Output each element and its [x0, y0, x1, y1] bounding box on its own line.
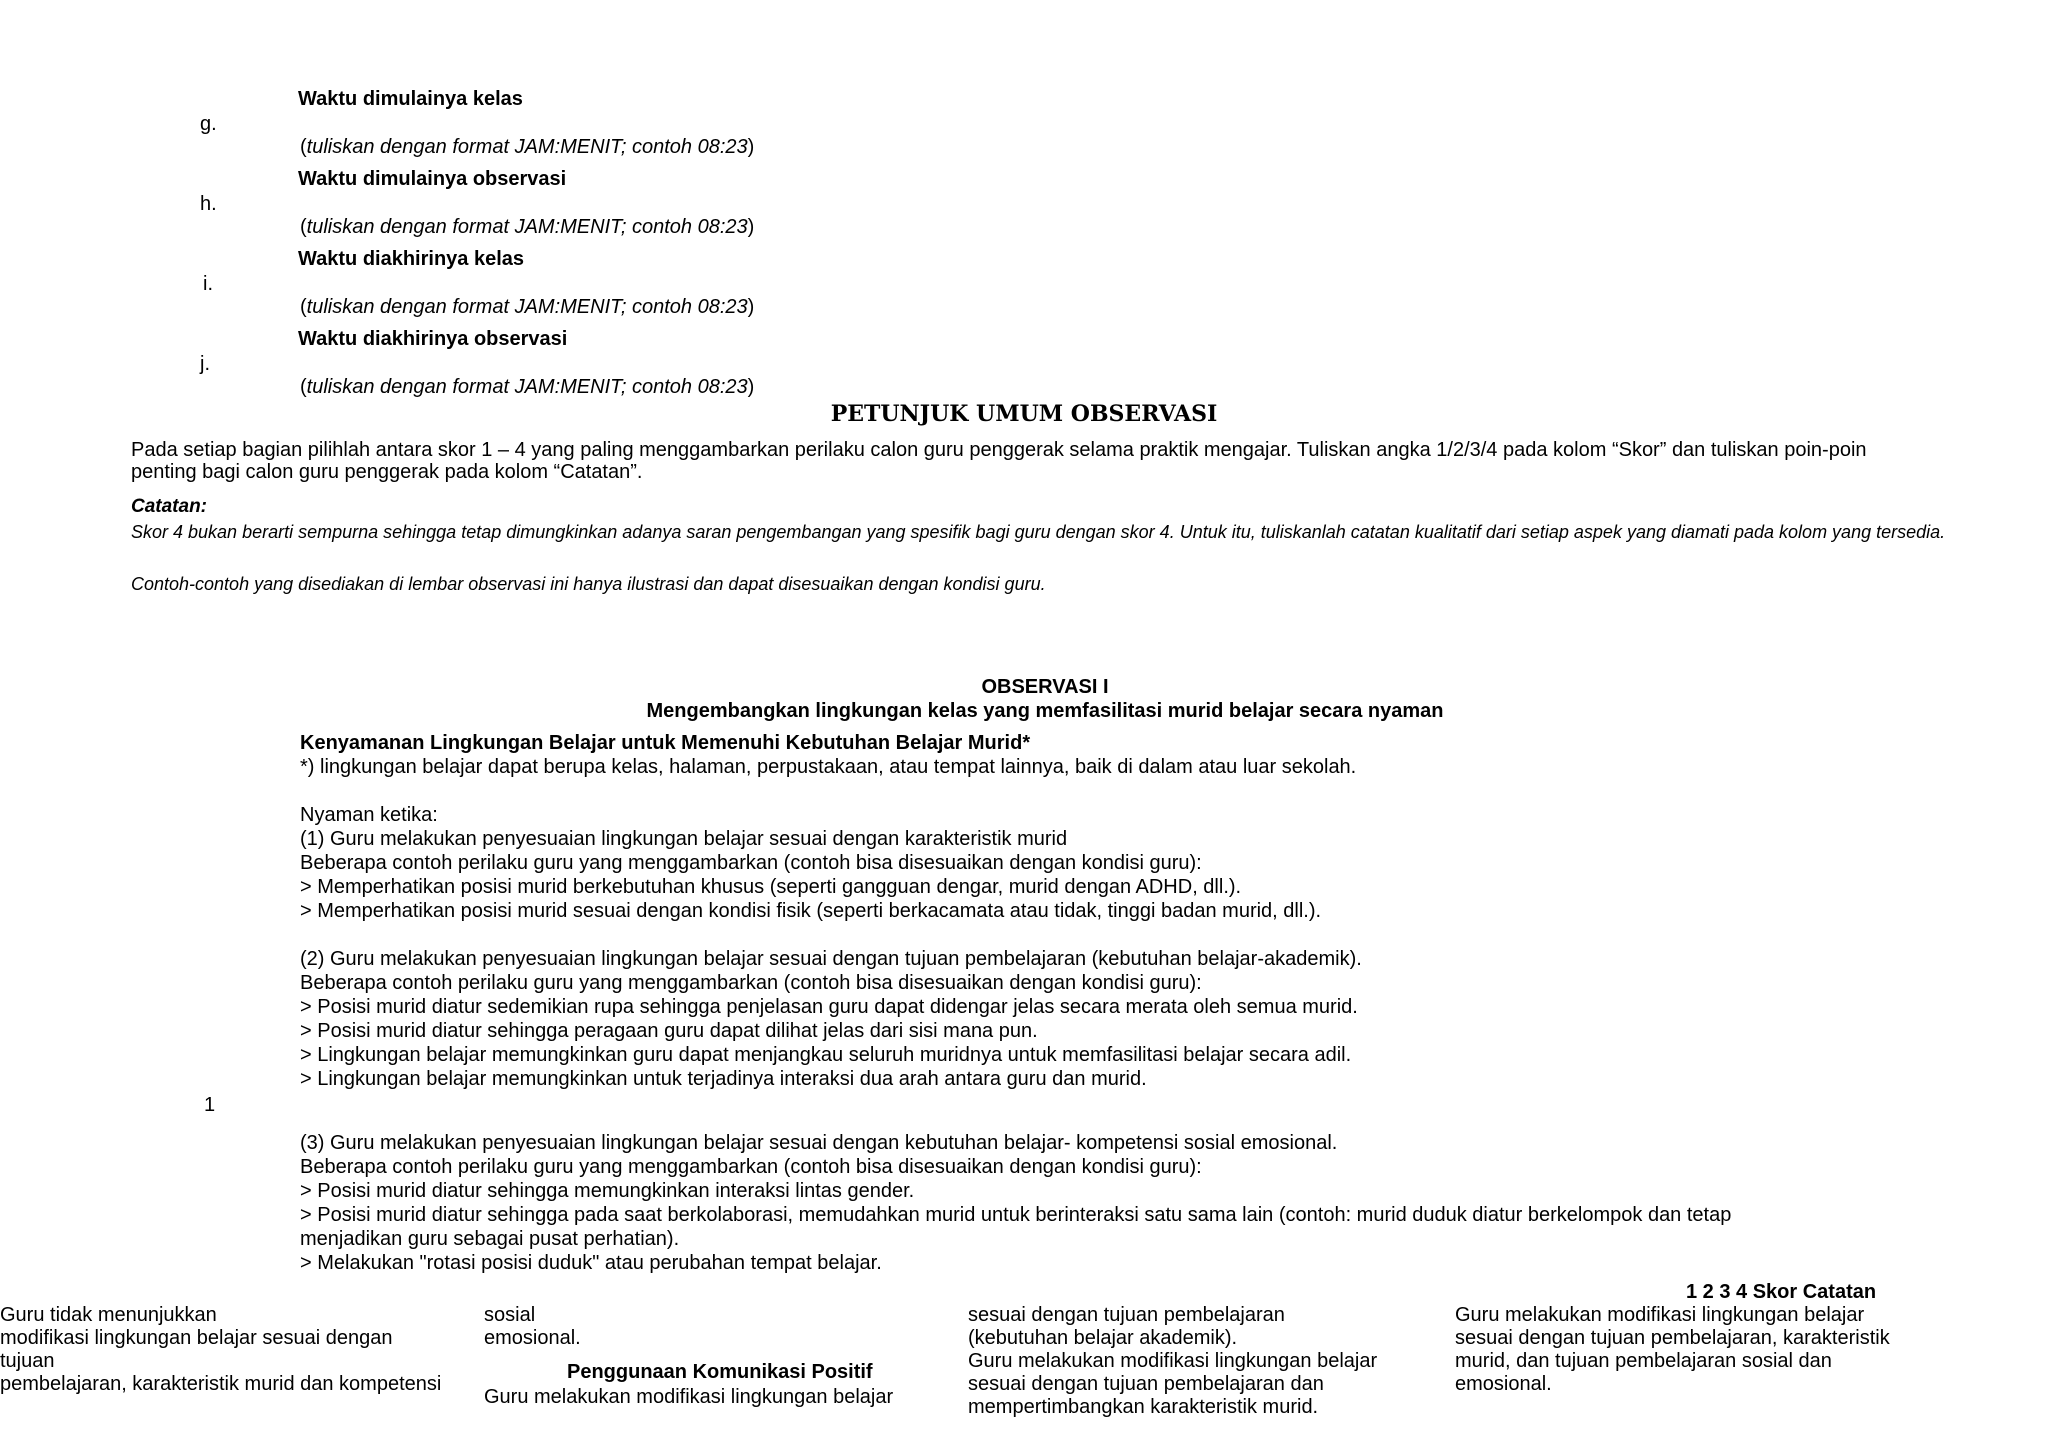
petunjuk-paragraph: Pada setiap bagian pilihlah antara skor 1 – 4 yang paling menggambarkan perilaku calon guru penggerak selama praktik mengajar. Tuliskan angka 1/2/3/4 pada kolom “Skor” dan tuliskan poin-poin penting bagi calon guru penggerak pada kolom “Catatan”. [131, 439, 1867, 483]
score-header: 1 2 3 4 Skor Catatan [1686, 1281, 1877, 1303]
row-number: 1 [204, 1094, 216, 1116]
criteria-line: > Memperhatikan posisi murid berkebutuhan khusus (seperti gangguan dengar, murid dengan ADHD, dll.). [300, 876, 1242, 898]
field-hint: (tuliskan dengan format JAM:MENIT; contoh 08:23) [300, 376, 755, 398]
nyaman-label: Nyaman ketika: [300, 804, 438, 826]
criteria-line: > Lingkungan belajar memungkinkan untuk terjadinya interaksi dua arah antara guru dan murid. [300, 1068, 1147, 1090]
rubric-line: murid, dan tujuan pembelajaran sosial dan [1455, 1350, 1832, 1372]
criteria-line: > Melakukan "rotasi posisi duduk" atau perubahan tempat belajar. [300, 1252, 882, 1274]
observasi-subtitle: Mengembangkan lingkungan kelas yang memfasilitasi murid belajar secara nyaman [646, 700, 1444, 722]
rubric-score-3 [968, 1304, 1428, 1419]
field-title: Waktu dimulainya kelas [298, 88, 523, 110]
criteria-line: > Posisi murid diatur sehingga pada saat berkolaborasi, memudahkan murid untuk berinteraksi satu sama lain (contoh: murid duduk diatur berkelompok dan tetap [300, 1204, 1732, 1226]
field-hint: (tuliskan dengan format JAM:MENIT; contoh 08:23) [300, 216, 755, 238]
rubric-score-2 [484, 1304, 944, 1350]
rubric-line: modifikasi lingkungan belajar sesuai dengan [0, 1327, 393, 1349]
rubric-line: (kebutuhan belajar akademik). [968, 1327, 1238, 1349]
observasi-title: OBSERVASI I [981, 676, 1109, 698]
rubric-line: Guru melakukan modifikasi lingkungan belajar [1455, 1304, 1865, 1326]
rubric-line: mempertimbangkan karakteristik murid. [968, 1396, 1319, 1418]
field-title: Waktu dimulainya observasi [298, 168, 567, 190]
field-hint: (tuliskan dengan format JAM:MENIT; contoh 08:23) [300, 296, 755, 318]
criteria-line: > Posisi murid diatur sedemikian rupa sehingga penjelasan guru dapat didengar jelas secara merata oleh semua murid. [300, 996, 1358, 1018]
aspect-footnote: *) lingkungan belajar dapat berupa kelas, halaman, perpustakaan, atau tempat lainnya, baik di dalam atau luar sekolah. [300, 756, 1357, 778]
criteria-line: Beberapa contoh perilaku guru yang menggambarkan (contoh bisa disesuaikan dengan kondisi guru): [300, 1156, 1202, 1178]
criteria-line: Beberapa contoh perilaku guru yang menggambarkan (contoh bisa disesuaikan dengan kondisi guru): [300, 852, 1202, 874]
rubric-line: emosional. [1455, 1373, 1552, 1395]
field-letter: g. [200, 113, 217, 135]
field-letter: i. [203, 273, 213, 295]
rubric-line: tujuan [0, 1350, 55, 1372]
rubric-score-1 [0, 1304, 470, 1396]
rubric-line: Guru melakukan modifikasi lingkungan belajar [968, 1350, 1378, 1372]
field-title: Waktu diakhirinya observasi [298, 328, 568, 350]
petunjuk-title: PETUNJUK UMUM OBSERVASI [830, 401, 1218, 427]
criteria-line: > Lingkungan belajar memungkinkan guru dapat menjangkau seluruh muridnya untuk memfasilitasi belajar secara adil. [300, 1044, 1352, 1066]
criteria-line: (3) Guru melakukan penyesuaian lingkungan belajar sesuai dengan kebutuhan belajar- kompetensi sosial emosional. [300, 1132, 1338, 1154]
catatan-note-2: Contoh-contoh yang disediakan di lembar observasi ini hanya ilustrasi dan dapat disesuaikan dengan kondisi guru. [131, 574, 1046, 594]
rubric-line: pembelajaran, karakteristik murid dan kompetensi [0, 1373, 442, 1395]
catatan-label: Catatan: [131, 496, 208, 517]
criteria-line: > Posisi murid diatur sehingga memungkinkan interaksi lintas gender. [300, 1180, 915, 1202]
field-letter: j. [200, 353, 210, 375]
criteria-line: (2) Guru melakukan penyesuaian lingkungan belajar sesuai dengan tujuan pembelajaran (kebutuhan belajar-akademik). [300, 948, 1362, 970]
komunikasi-positif-heading: Penggunaan Komunikasi Positif [567, 1361, 873, 1383]
field-title: Waktu diakhirinya kelas [298, 248, 525, 270]
rubric-line: sesuai dengan tujuan pembelajaran, karakteristik [1455, 1327, 1890, 1349]
criteria-line: > Memperhatikan posisi murid sesuai dengan kondisi fisik (seperti berkacamata atau tidak, tinggi badan murid, dll.). [300, 900, 1322, 922]
rubric-line: Guru tidak menunjukkan [0, 1304, 217, 1326]
field-hint: (tuliskan dengan format JAM:MENIT; contoh 08:23) [300, 136, 755, 158]
criteria-line: menjadikan guru sebagai pusat perhatian). [300, 1228, 680, 1250]
rubric-line: sosial [484, 1304, 536, 1326]
criteria-line: > Posisi murid diatur sehingga peragaan guru dapat dilihat jelas dari sisi mana pun. [300, 1020, 1038, 1042]
catatan-note-1: Skor 4 bukan berarti sempurna sehingga tetap dimungkinkan adanya saran pengembangan yang spesifik bagi guru dengan skor 4. Untuk itu, tuliskanlah catatan kualitatif dari setiap aspek yang diamati pada kolom yang tersedia. [131, 522, 1946, 542]
field-letter: h. [200, 193, 217, 215]
aspect-heading: Kenyamanan Lingkungan Belajar untuk Memenuhi Kebutuhan Belajar Murid* [300, 732, 1031, 754]
rubric-line: sesuai dengan tujuan pembelajaran dan [968, 1373, 1324, 1395]
rubric-line: sesuai dengan tujuan pembelajaran [968, 1304, 1285, 1326]
rubric-score-4 [1455, 1304, 1955, 1396]
rubric-line: emosional. [484, 1327, 581, 1349]
criteria-line: Beberapa contoh perilaku guru yang menggambarkan (contoh bisa disesuaikan dengan kondisi guru): [300, 972, 1202, 994]
criteria-line: (1) Guru melakukan penyesuaian lingkungan belajar sesuai dengan karakteristik murid [300, 828, 1068, 850]
rubric-line: Guru melakukan modifikasi lingkungan belajar [484, 1386, 894, 1408]
